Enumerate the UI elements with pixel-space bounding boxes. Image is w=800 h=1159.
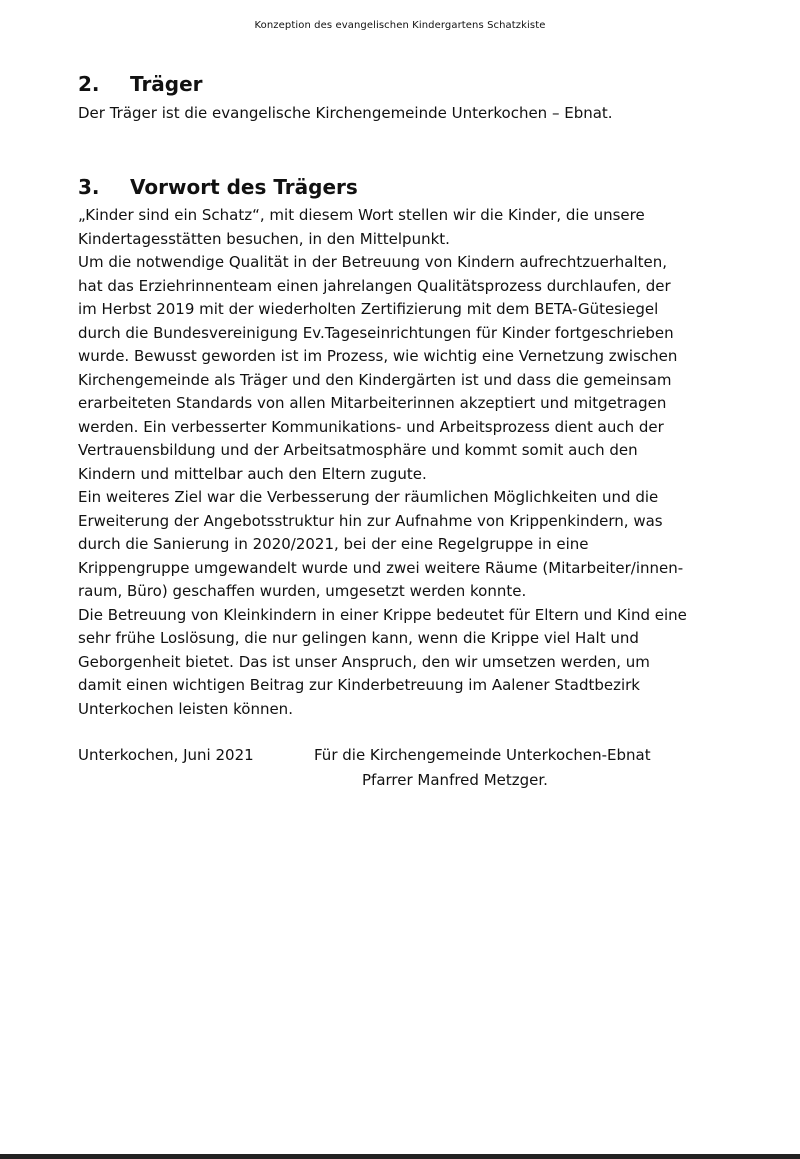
paragraph-line: wurde. Bewusst geworden ist im Prozess, wie wichtig eine Vernetzung zwischen [78,347,678,365]
paragraph-line: Kindern und mittelbar auch den Eltern zugute. [78,464,427,483]
section-3-heading [78,175,358,199]
paragraph-line: Krippengruppe umgewandelt wurde und zwei weitere Räume (Mitarbeiter/innen- [78,558,684,577]
signature-organization: Für die Kirchengemeinde Unterkochen-Ebnat [314,746,651,764]
running-header: Konzeption des evangelischen Kindergartens Schatzkiste [254,20,546,31]
paragraph-line: Unterkochen leisten können. [78,699,293,718]
paragraph-line: erarbeiteten Standards von allen Mitarbeiterinnen akzeptiert und mitgetragen [78,394,667,412]
paragraph-line: Ein weiteres Ziel war die Verbesserung der räumlichen Möglichkeiten und die [78,488,659,506]
section-3-number: 3. [78,175,100,199]
section-3-body [78,204,738,721]
paragraph-line: Um die notwendige Qualität in der Betreuung von Kindern aufrechtzuerhalten, [78,253,667,271]
page-bottom-divider [0,1154,800,1159]
paragraph-line: werden. Ein verbesserter Kommunikations- und Arbeitsprozess dient auch der [78,417,664,436]
paragraph-line: Erweiterung der Angebotsstruktur hin zur Aufnahme von Krippenkindern, was [78,511,663,530]
section-2-number: 2. [78,72,100,96]
signature-name: Pfarrer Manfred Metzger. [362,771,548,789]
paragraph-line: durch die Bundesvereinigung Ev.Tageseinrichtungen für Kinder fortgeschrieben [78,323,674,342]
paragraph-line: damit einen wichtigen Beitrag zur Kinderbetreuung im Aalener Stadtbezirk [78,676,640,694]
paragraph-line: im Herbst 2019 mit der wiederholten Zertifizierung mit dem BETA-Gütesiegel [78,300,659,318]
paragraph-line: raum, Büro) geschaffen wurden, umgesetzt werden konnte. [78,582,527,600]
signature-place-date: Unterkochen, Juni 2021 [78,746,254,764]
paragraph-line: hat das Erziehrinnenteam einen jahrelangen Qualitätsprozess durchlaufen, der [78,276,671,295]
paragraph-line: Kirchengemeinde als Träger und den Kindergärten ist und dass die gemeinsam [78,370,672,389]
section-2-title: Träger [130,72,203,96]
paragraph-line: Die Betreuung von Kleinkindern in einer Krippe bedeutet für Eltern und Kind eine [78,605,687,624]
paragraph-line: sehr frühe Loslösung, die nur gelingen kann, wenn die Krippe viel Halt und [78,629,639,647]
paragraph-line: durch die Sanierung in 2020/2021, bei der eine Regelgruppe in eine [78,535,589,553]
paragraph-line: Kindertagesstätten besuchen, in den Mittelpunkt. [78,229,450,248]
section-2-text: Der Träger ist die evangelische Kirchengemeinde Unterkochen – Ebnat. [78,104,613,122]
paragraph-line: „Kinder sind ein Schatz“, mit diesem Wort stellen wir die Kinder, die unsere [78,206,645,224]
paragraph-line: Geborgenheit bietet. Das ist unser Anspruch, den wir umsetzen werden, um [78,652,650,671]
section-3-title: Vorwort des Trägers [130,175,358,199]
section-2-heading [78,72,203,96]
paragraph-line: Vertrauensbildung und der Arbeitsatmosphäre und kommt somit auch den [78,441,638,459]
